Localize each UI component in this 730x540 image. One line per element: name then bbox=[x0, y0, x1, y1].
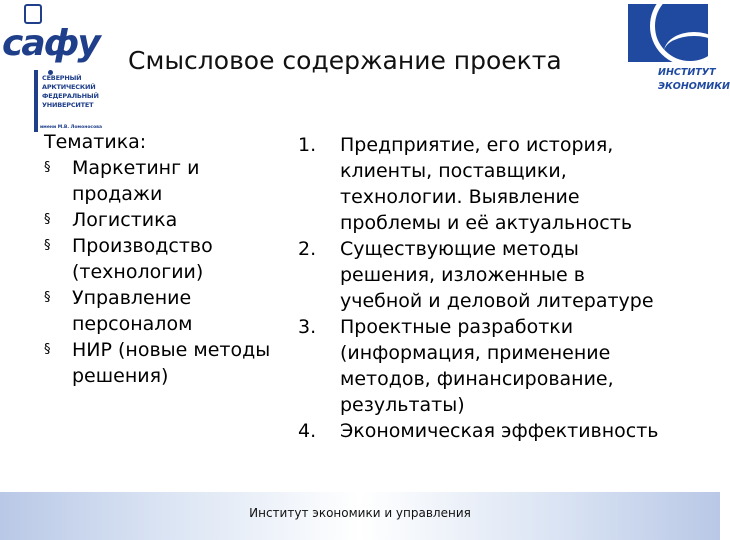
item-number: 1. bbox=[298, 134, 317, 156]
university-subtitle: имени М.В. Ломоносова bbox=[40, 125, 103, 130]
footer-bar bbox=[0, 492, 720, 540]
topic-label: Производство (технологии) bbox=[72, 235, 213, 283]
content-item bbox=[298, 236, 718, 314]
topic-item bbox=[44, 233, 284, 285]
bullet-icon: § bbox=[44, 342, 51, 357]
content-item bbox=[298, 314, 718, 418]
topic-label: Логистика bbox=[72, 209, 178, 231]
logo-bar bbox=[34, 70, 38, 132]
safu-wordmark: сафу bbox=[2, 23, 99, 64]
topic-item bbox=[44, 207, 284, 233]
item-text: Экономическая эффективность bbox=[340, 420, 659, 442]
bullet-icon: § bbox=[44, 290, 51, 305]
bullet-icon: § bbox=[44, 238, 51, 253]
content-item bbox=[298, 132, 718, 236]
content-column bbox=[298, 132, 718, 444]
topic-label: НИР (новые методы решения) bbox=[72, 339, 271, 387]
topic-item bbox=[44, 155, 284, 207]
content-list bbox=[298, 132, 718, 444]
content-item bbox=[298, 418, 718, 444]
bullet-icon: § bbox=[44, 160, 51, 175]
item-number: 4. bbox=[298, 420, 317, 442]
institute-name: ИНСТИТУТ ЭКОНОМИКИ bbox=[658, 67, 730, 92]
item-number: 2. bbox=[298, 238, 317, 260]
topic-label: Управление персоналом bbox=[72, 287, 193, 335]
safu-emblem-icon bbox=[24, 4, 42, 24]
topic-item bbox=[44, 337, 284, 389]
slide-title: Смысловое содержание проекта bbox=[128, 46, 562, 75]
item-text: Существующие методы решения, изложенные в учебной и деловой литературе bbox=[340, 238, 654, 312]
item-number: 3. bbox=[298, 316, 317, 338]
safu-logo bbox=[2, 4, 103, 134]
topics-column bbox=[44, 129, 284, 389]
item-text: Проектные разработки (информация, применение методов, финансирование, результаты) bbox=[340, 316, 614, 416]
topics-list bbox=[44, 155, 284, 389]
topic-item bbox=[44, 285, 284, 337]
institute-logo bbox=[628, 4, 730, 108]
bullet-icon: § bbox=[44, 212, 51, 227]
institute-emblem-icon bbox=[628, 4, 708, 62]
item-text: Предприятие, его история, клиенты, поставщики, технологии. Выявление проблемы и её актуальность bbox=[340, 134, 633, 234]
university-name: СЕВЕРНЫЙ АРКТИЧЕСКИЙ ФЕДЕРАЛЬНЫЙ УНИВЕРСИТЕТ bbox=[42, 74, 99, 109]
topic-label: Маркетинг и продажи bbox=[72, 157, 200, 205]
topics-heading: Тематика: bbox=[44, 131, 147, 153]
footer-label: Институт экономики и управления bbox=[249, 506, 471, 520]
